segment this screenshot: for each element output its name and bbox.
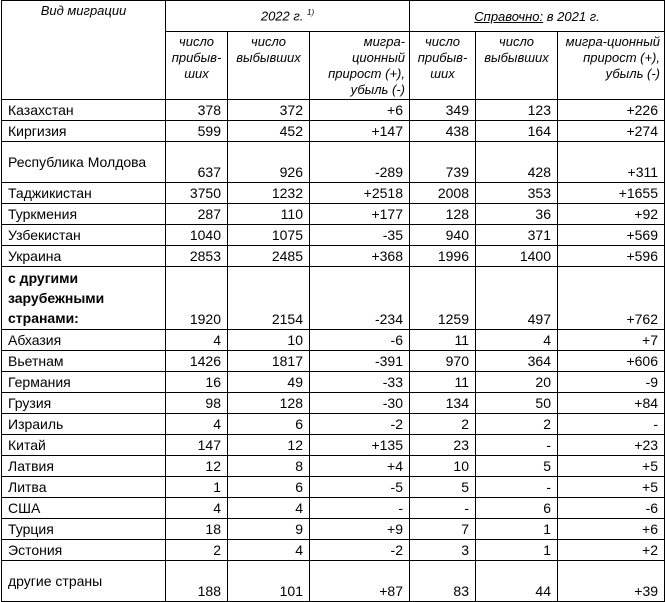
migration-2022: +135 bbox=[310, 435, 410, 456]
arrivals-2021: 11 bbox=[410, 330, 476, 351]
departures-2022: 4 bbox=[228, 540, 310, 561]
table-row bbox=[2, 225, 665, 246]
row-name: Турция bbox=[2, 519, 166, 540]
row-name: Абхазия bbox=[2, 330, 166, 351]
migration-2022: -35 bbox=[310, 225, 410, 246]
departures-2021: 371 bbox=[476, 225, 558, 246]
migration-2022: +6 bbox=[310, 100, 410, 121]
arrivals-2022: 16 bbox=[166, 372, 228, 393]
migration-2022: -391 bbox=[310, 351, 410, 372]
arrivals-2022: 3750 bbox=[166, 183, 228, 204]
departures-2021: 123 bbox=[476, 100, 558, 121]
migration-2022: -5 bbox=[310, 477, 410, 498]
migration-2022: -2 bbox=[310, 414, 410, 435]
arrivals-2021: 2 bbox=[410, 414, 476, 435]
header-reference-2021 bbox=[410, 1, 665, 32]
departures-2022: 4 bbox=[228, 498, 310, 519]
arrivals-2021: 134 bbox=[410, 393, 476, 414]
departures-2022: 49 bbox=[228, 372, 310, 393]
departures-2022: 1817 bbox=[228, 351, 310, 372]
header-year-2022 bbox=[166, 1, 410, 32]
table-row bbox=[2, 351, 665, 372]
row-name: другие страны bbox=[2, 561, 166, 602]
migration-2022: -234 bbox=[310, 267, 410, 330]
arrivals-2021: 5 bbox=[410, 477, 476, 498]
header-departures-2021: число выбывших bbox=[476, 32, 558, 100]
arrivals-2022: 2 bbox=[166, 540, 228, 561]
migration-2022: -30 bbox=[310, 393, 410, 414]
departures-2021: 164 bbox=[476, 121, 558, 142]
departures-2022: 1075 bbox=[228, 225, 310, 246]
arrivals-2021: 1996 bbox=[410, 246, 476, 267]
migration-2022: +4 bbox=[310, 456, 410, 477]
migration-2021: +5 bbox=[558, 456, 665, 477]
departures-2021: 20 bbox=[476, 372, 558, 393]
migration-2021: +274 bbox=[558, 121, 665, 142]
departures-2022: 2154 bbox=[228, 267, 310, 330]
migration-2022: +368 bbox=[310, 246, 410, 267]
row-name: Китай bbox=[2, 435, 166, 456]
departures-2022: 452 bbox=[228, 121, 310, 142]
departures-2021: 1400 bbox=[476, 246, 558, 267]
row-name: Украина bbox=[2, 246, 166, 267]
header-migration-type: Вид миграции bbox=[2, 1, 166, 100]
arrivals-2021: 349 bbox=[410, 100, 476, 121]
table-row bbox=[2, 100, 665, 121]
arrivals-2022: 2853 bbox=[166, 246, 228, 267]
arrivals-2021: 739 bbox=[410, 142, 476, 183]
row-name: Таджикистан bbox=[2, 183, 166, 204]
migration-2021: - bbox=[558, 414, 665, 435]
arrivals-2022: 378 bbox=[166, 100, 228, 121]
arrivals-2022: 1 bbox=[166, 477, 228, 498]
row-name: Литва bbox=[2, 477, 166, 498]
table-row bbox=[2, 540, 665, 561]
departures-2021: 1 bbox=[476, 519, 558, 540]
table-row bbox=[2, 519, 665, 540]
arrivals-2021: 128 bbox=[410, 204, 476, 225]
migration-2021: +2 bbox=[558, 540, 665, 561]
table-row-subtotal bbox=[2, 267, 665, 330]
footnote-marker: 1) bbox=[307, 8, 315, 18]
row-name: Узбекистан bbox=[2, 225, 166, 246]
departures-2022: 372 bbox=[228, 100, 310, 121]
row-name: Латвия bbox=[2, 456, 166, 477]
header-departures-2022: число выбывших bbox=[228, 32, 310, 100]
departures-2022: 101 bbox=[228, 561, 310, 602]
migration-2021: -6 bbox=[558, 498, 665, 519]
table-row bbox=[2, 330, 665, 351]
departures-2022: 6 bbox=[228, 414, 310, 435]
migration-2021: +39 bbox=[558, 561, 665, 602]
departures-2021: 353 bbox=[476, 183, 558, 204]
arrivals-2022: 1040 bbox=[166, 225, 228, 246]
arrivals-2022: 1920 bbox=[166, 267, 228, 330]
arrivals-2022: 18 bbox=[166, 519, 228, 540]
departures-2022: 128 bbox=[228, 393, 310, 414]
arrivals-2021: 7 bbox=[410, 519, 476, 540]
row-name: Израиль bbox=[2, 414, 166, 435]
migration-2021: +5 bbox=[558, 477, 665, 498]
departures-2022: 12 bbox=[228, 435, 310, 456]
arrivals-2021: 1259 bbox=[410, 267, 476, 330]
migration-2022: +2518 bbox=[310, 183, 410, 204]
table-row bbox=[2, 435, 665, 456]
migration-2021: +596 bbox=[558, 246, 665, 267]
migration-2022: +87 bbox=[310, 561, 410, 602]
arrivals-2021: 83 bbox=[410, 561, 476, 602]
departures-2021: - bbox=[476, 435, 558, 456]
arrivals-2022: 287 bbox=[166, 204, 228, 225]
header-migration-2022: мигра-ционный прирост (+), убыль (-) bbox=[310, 32, 410, 100]
migration-2021: +84 bbox=[558, 393, 665, 414]
arrivals-2021: 3 bbox=[410, 540, 476, 561]
header-reference-label: Справочно: bbox=[474, 8, 544, 24]
departures-2021: 1 bbox=[476, 540, 558, 561]
departures-2022: 10 bbox=[228, 330, 310, 351]
arrivals-2021: 11 bbox=[410, 372, 476, 393]
table-row bbox=[2, 246, 665, 267]
migration-2021: +92 bbox=[558, 204, 665, 225]
table-row bbox=[2, 414, 665, 435]
arrivals-2022: 1426 bbox=[166, 351, 228, 372]
arrivals-2022: 98 bbox=[166, 393, 228, 414]
table-row bbox=[2, 121, 665, 142]
arrivals-2022: 188 bbox=[166, 561, 228, 602]
migration-2022: - bbox=[310, 498, 410, 519]
arrivals-2021: 10 bbox=[410, 456, 476, 477]
departures-2021: 2 bbox=[476, 414, 558, 435]
row-name: Казахстан bbox=[2, 100, 166, 121]
arrivals-2021: 23 bbox=[410, 435, 476, 456]
table-row bbox=[2, 372, 665, 393]
departures-2022: 926 bbox=[228, 142, 310, 183]
migration-2022: +9 bbox=[310, 519, 410, 540]
row-name: Туркмения bbox=[2, 204, 166, 225]
departures-2021: 497 bbox=[476, 267, 558, 330]
migration-2021: +23 bbox=[558, 435, 665, 456]
departures-2021: 4 bbox=[476, 330, 558, 351]
migration-2021: +6 bbox=[558, 519, 665, 540]
row-name: США bbox=[2, 498, 166, 519]
migration-table bbox=[1, 0, 665, 602]
arrivals-2021: 970 bbox=[410, 351, 476, 372]
arrivals-2022: 599 bbox=[166, 121, 228, 142]
arrivals-2021: 438 bbox=[410, 121, 476, 142]
departures-2021: 428 bbox=[476, 142, 558, 183]
departures-2022: 6 bbox=[228, 477, 310, 498]
departures-2022: 1232 bbox=[228, 183, 310, 204]
row-name: Киргизия bbox=[2, 121, 166, 142]
departures-2022: 2485 bbox=[228, 246, 310, 267]
migration-2022: -2 bbox=[310, 540, 410, 561]
header-year-2022-label: 2022 г. bbox=[260, 8, 308, 24]
migration-2021: +226 bbox=[558, 100, 665, 121]
arrivals-2022: 4 bbox=[166, 330, 228, 351]
departures-2021: 5 bbox=[476, 456, 558, 477]
migration-2021: -9 bbox=[558, 372, 665, 393]
row-name: Эстония bbox=[2, 540, 166, 561]
header-arrivals-2022: число прибыв-ших bbox=[166, 32, 228, 100]
arrivals-2022: 637 bbox=[166, 142, 228, 183]
row-name: Грузия bbox=[2, 393, 166, 414]
table-row bbox=[2, 183, 665, 204]
migration-2021: +606 bbox=[558, 351, 665, 372]
table-row bbox=[2, 456, 665, 477]
arrivals-2021: - bbox=[410, 498, 476, 519]
table-row bbox=[2, 561, 665, 602]
migration-2021: +1655 bbox=[558, 183, 665, 204]
table-row bbox=[2, 204, 665, 225]
migration-2022: +147 bbox=[310, 121, 410, 142]
departures-2021: 364 bbox=[476, 351, 558, 372]
arrivals-2022: 4 bbox=[166, 414, 228, 435]
departures-2021: 50 bbox=[476, 393, 558, 414]
header-reference-year: в 2021 г. bbox=[543, 8, 600, 24]
row-name: Республика Молдова bbox=[2, 142, 166, 183]
migration-2022: -289 bbox=[310, 142, 410, 183]
table-row bbox=[2, 142, 665, 183]
departures-2022: 9 bbox=[228, 519, 310, 540]
header-migration-2021: мигра-ционный прирост (+), убыль (-) bbox=[558, 32, 665, 100]
departures-2021: 36 bbox=[476, 204, 558, 225]
migration-2022: -33 bbox=[310, 372, 410, 393]
migration-2022: +177 bbox=[310, 204, 410, 225]
migration-2022: -6 bbox=[310, 330, 410, 351]
arrivals-2022: 12 bbox=[166, 456, 228, 477]
migration-2021: +7 bbox=[558, 330, 665, 351]
arrivals-2022: 147 bbox=[166, 435, 228, 456]
table-row bbox=[2, 477, 665, 498]
departures-2022: 8 bbox=[228, 456, 310, 477]
arrivals-2021: 2008 bbox=[410, 183, 476, 204]
departures-2021: 6 bbox=[476, 498, 558, 519]
table-row bbox=[2, 393, 665, 414]
row-name: Вьетнам bbox=[2, 351, 166, 372]
table-row bbox=[2, 498, 665, 519]
migration-2021: +569 bbox=[558, 225, 665, 246]
migration-2021: +762 bbox=[558, 267, 665, 330]
row-name: Германия bbox=[2, 372, 166, 393]
arrivals-2022: 4 bbox=[166, 498, 228, 519]
migration-2021: +311 bbox=[558, 142, 665, 183]
departures-2022: 110 bbox=[228, 204, 310, 225]
departures-2021: 44 bbox=[476, 561, 558, 602]
header-arrivals-2021: число прибыв-ших bbox=[410, 32, 476, 100]
row-name: с другими зарубежными странами: bbox=[2, 267, 166, 330]
arrivals-2021: 940 bbox=[410, 225, 476, 246]
departures-2021: - bbox=[476, 477, 558, 498]
